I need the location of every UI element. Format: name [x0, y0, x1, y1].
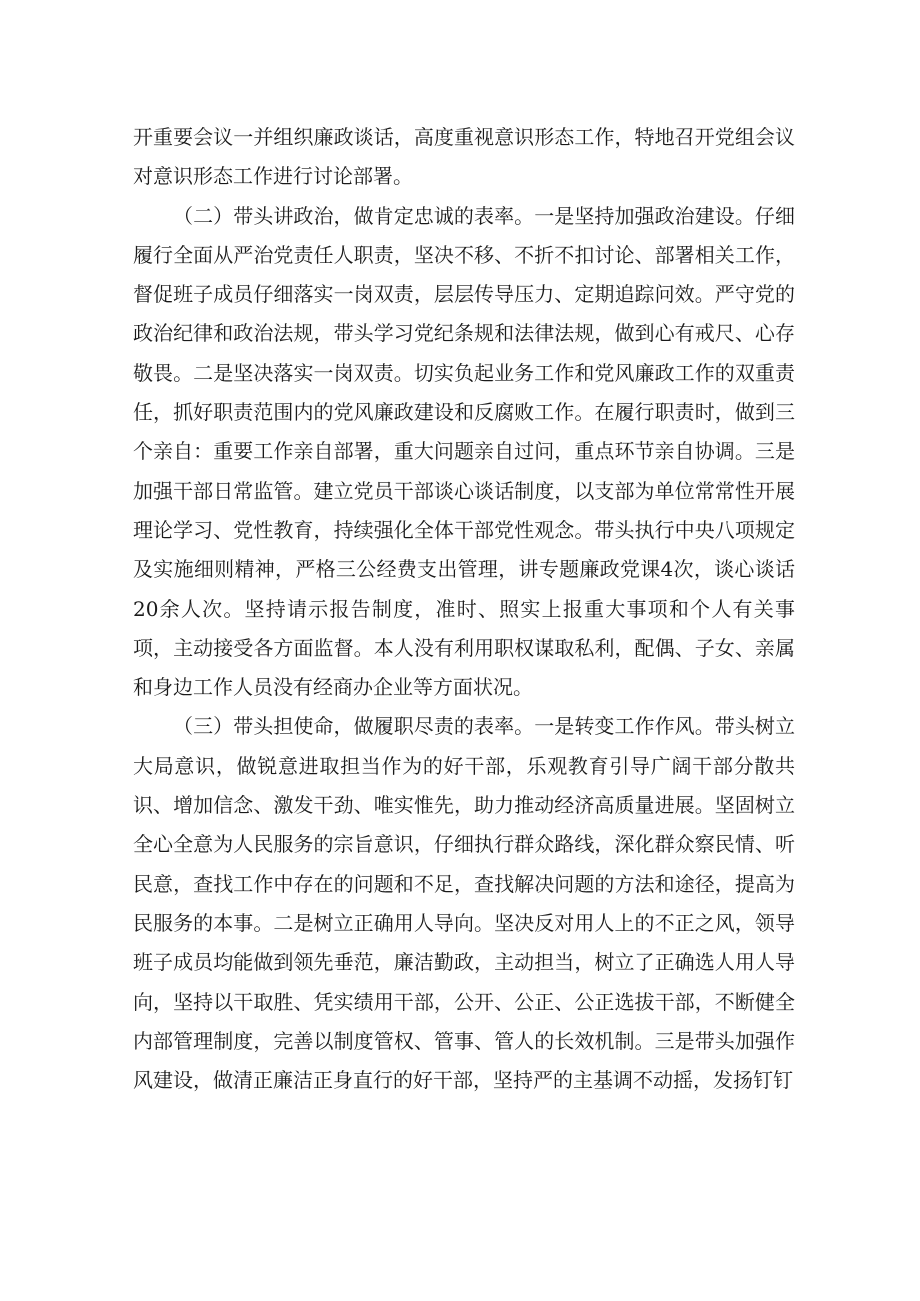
paragraph-section-two: （二）带头讲政治，做肯定忠诚的表率。一是坚持加强政治建设。仔细履行全面从严治党责任人职责，坚决不移、不折不扣讨论、部署相关工作，督促班子成员仔细落实一岗双责，层层传导压力、定期追踪问效。严守党的政治纪律和政治法规，带头学习党纪条规和法律法规，做到心有戒尺、心存敬畏。二是坚决落实一岗双责。切实负起业务工作和党风廉政工作的双重责任，抓好职责范围内的党风廉政建设和反腐败工作。在履行职责时，做到三个亲自：重要工作亲自部署，重大问题亲自过问，重点环节亲自协调。三是加强干部日常监管。建立党员干部谈心谈话制度，以支部为单位常常性开展理论学习、党性教育，持续强化全体干部党性观念。带头执行中央八项规定及实施细则精神，严格三公经费支出管理，讲专题廉政党课4次，谈心谈话20余人次。坚持请示报告制度，准时、照实上报重大事项和个人有关事项，主动接受各方面监督。本人没有利用职权谋取私利，配偶、子女、亲属和身边工作人员没有经商办企业等方面状况。: [133, 203, 795, 700]
paragraph-continuation: 开重要会议一并组织廉政谈话，高度重视意识形态工作，特地召开党组会议对意识形态工作进行讨论部署。: [133, 125, 795, 189]
document-body: [133, 118, 795, 1100]
paragraph-section-three: （三）带头担使命，做履职尽责的表率。一是转变工作作风。带头树立大局意识，做锐意进取担当作为的好干部，乐观教育引导广阔干部分散共识、增加信念、激发干劲、唯实惟先，助力推动经济高质量进展。坚固树立全心全意为人民服务的宗旨意识，仔细执行群众路线，深化群众察民情、听民意，查找工作中存在的问题和不足，查找解决问题的方法和途径，提高为民服务的本事。二是树立正确用人导向。坚决反对用人上的不正之风，领导班子成员均能做到领先垂范，廉洁勤政，主动担当，树立了正确选人用人导向，坚持以干取胜、凭实绩用干部，公开、公正、公正选拔干部，不断健全内部管理制度，完善以制度管权、管事、管人的长效机制。三是带头加强作风建设，做清正廉洁正身直行的好干部，坚持严的主基调不动摇，发扬钉钉: [133, 714, 795, 1093]
